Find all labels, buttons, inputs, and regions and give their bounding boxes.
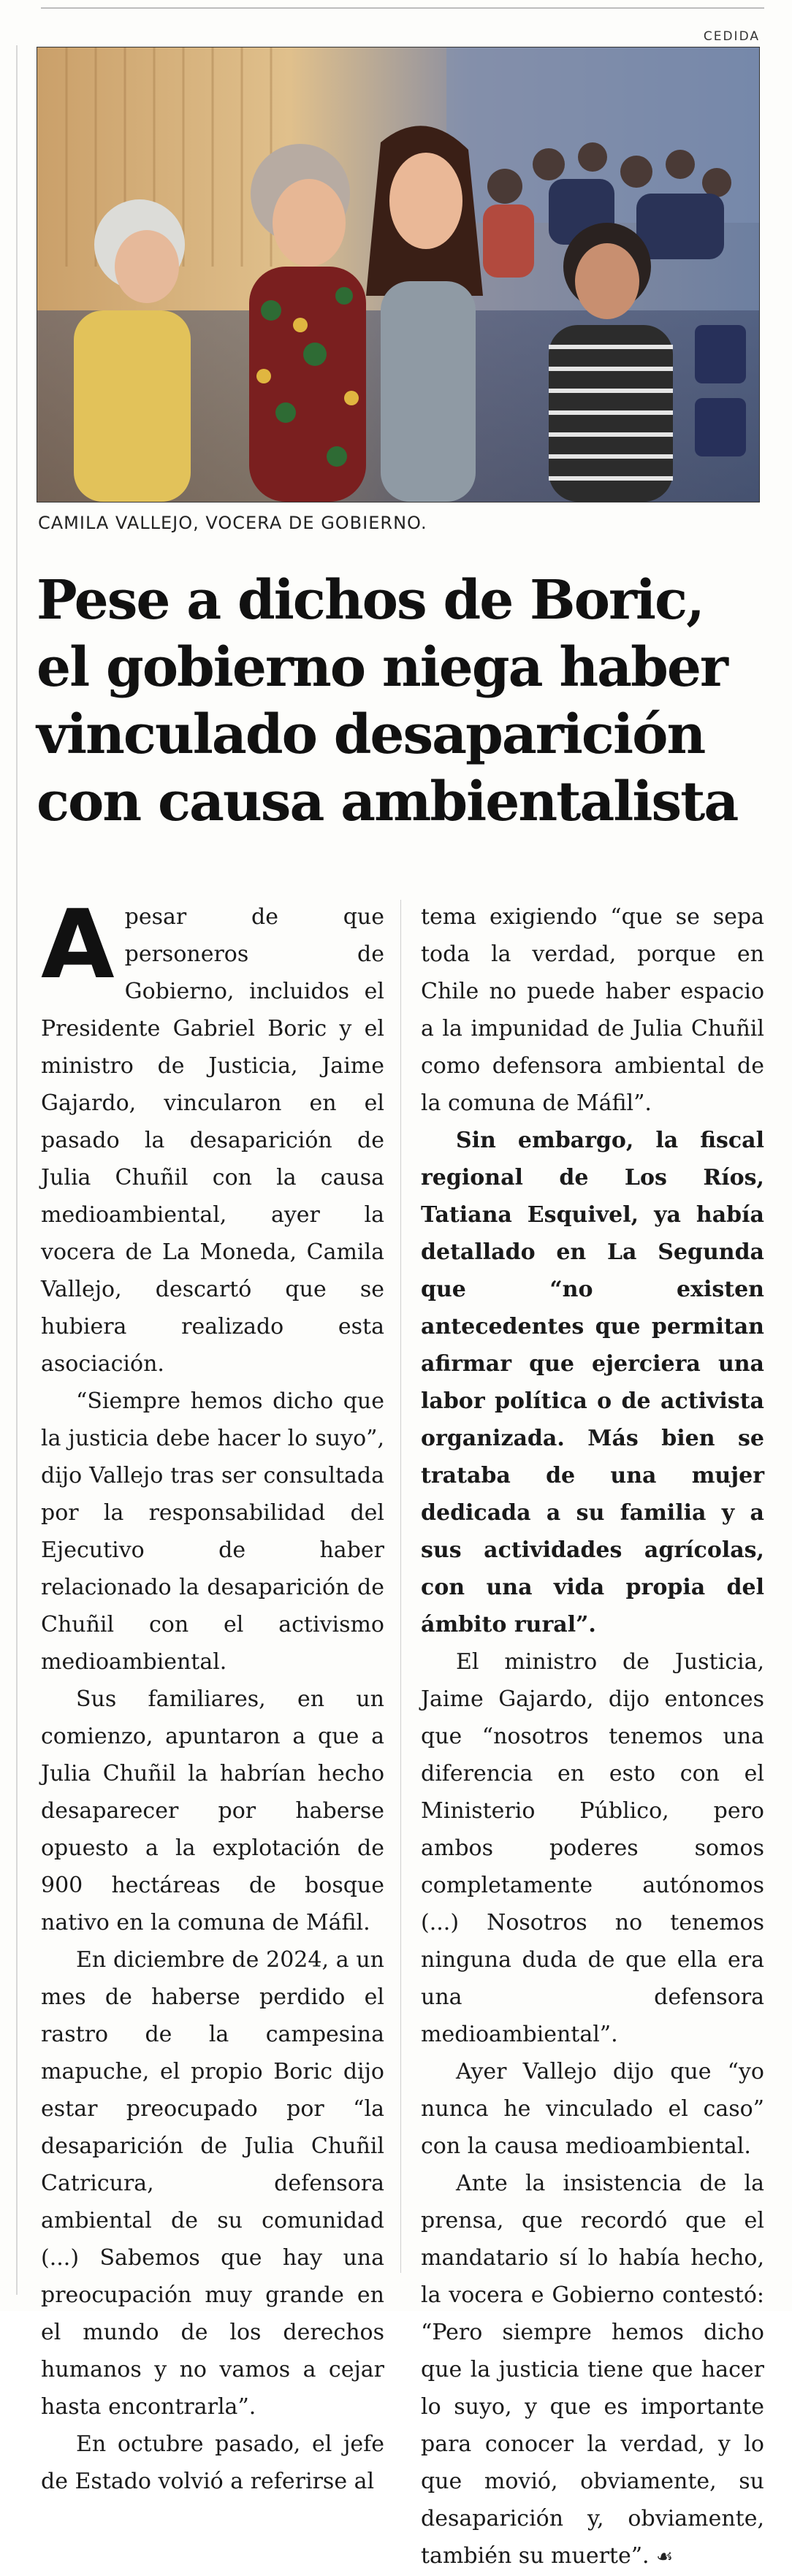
paragraph-2: “Siempre hemos dicho que la justicia debe hacer lo suyo”, dijo Vallejo tras ser consultada por la responsabilidad del Ejecutivo de haber relacionado la desaparición de Chuñil con el activismo medioambiental.	[41, 1388, 384, 1675]
paragraph-5: En octubre pasado, el jefe de Estado volvió a referirse al	[41, 2431, 384, 2494]
paragraph-1: Apesar de que personeros de Gobierno, incluidos el Presidente Gabriel Boric y el ministro de Justicia, Jaime Gajardo, vincularon en el pasado la desaparición de Julia Chuñil con la causa medioambiental, ayer la vocera de La Moneda, Camila Vallejo, descartó que se hubiera realizado esta asociación.	[41, 889, 384, 1377]
end-mark-icon: ☙	[656, 2546, 674, 2568]
paragraph-9: Ayer Vallejo dijo que “yo nunca he vinculado el caso” con la causa medioambiental.	[421, 2059, 764, 2159]
paragraph-3: Sus familiares, en un comienzo, apuntaron a que a Julia Chuñil la habrían hecho desaparecer por haberse opuesto a la explotación de 900 hectáreas de bosque nativo en la comuna de Máfil.	[41, 1686, 384, 1935]
column-divider	[400, 900, 401, 2273]
paragraph-8: El ministro de Justicia, Jaime Gajardo, dijo entonces que “nosotros tenemos una diferencia en esto con el Ministerio Público, pero ambos poderes somos completamente autónomos (...) Nosotros no tenemos ninguna duda de que ella era una defensora medioambiental”.	[421, 1649, 764, 2047]
photo-credit: CEDIDA	[703, 29, 760, 44]
top-rule	[41, 7, 764, 9]
paragraph-6: tema exigiendo “que se sepa toda la verdad, porque en Chile no puede haber espacio a la impunidad de Julia Chuñil como defensora ambiental de la comuna de Máfil”.	[421, 904, 764, 1116]
paragraph-7: Sin embargo, la fiscal regional de Los Ríos, Tatiana Esquivel, ya había detallado en La Segunda que “no existen antecedentes que permitan afirmar que ejerciera una labor política o de activista organizada. Más bien se trataba de una mujer dedicada a su familia y a sus actividades agrícolas, con una vida propia del ámbito rural”.	[421, 1128, 764, 1637]
left-rule	[16, 45, 18, 2295]
drop-cap: A	[41, 889, 115, 1000]
article-photo	[37, 47, 760, 502]
photo-caption: CAMILA VALLEJO, VOCERA DE GOBIERNO.	[38, 513, 427, 533]
photo-illustration	[37, 47, 759, 502]
article-headline: Pese a dichos de Boric, el gobierno niega haber vinculado desaparición con causa ambientalista	[37, 569, 738, 833]
article-column-right	[421, 898, 764, 2576]
paragraph-10: Ante la insistencia de la prensa, que recordó que el mandatario sí lo había hecho, la vocera e Gobierno contestó: “Pero siempre hemos dicho que la justicia tiene que hacer lo suyo, y que es importante para conocer la verdad, y lo que movió, obviamente, su desaparición y, obviamente, también su muerte”. ☙	[421, 2171, 764, 2569]
article-column-left	[41, 889, 384, 2500]
paragraph-4: En diciembre de 2024, a un mes de haberse perdido el rastro de la campesina mapuche, el propio Boric dijo estar preocupado por “la desaparición de Julia Chuñil Catricura, defensora ambiental de su comunidad (...) Sabemos que hay una preocupación muy grande en el mundo de los derechos humanos y no vamos a cejar hasta encontrarla”.	[41, 1947, 384, 2420]
